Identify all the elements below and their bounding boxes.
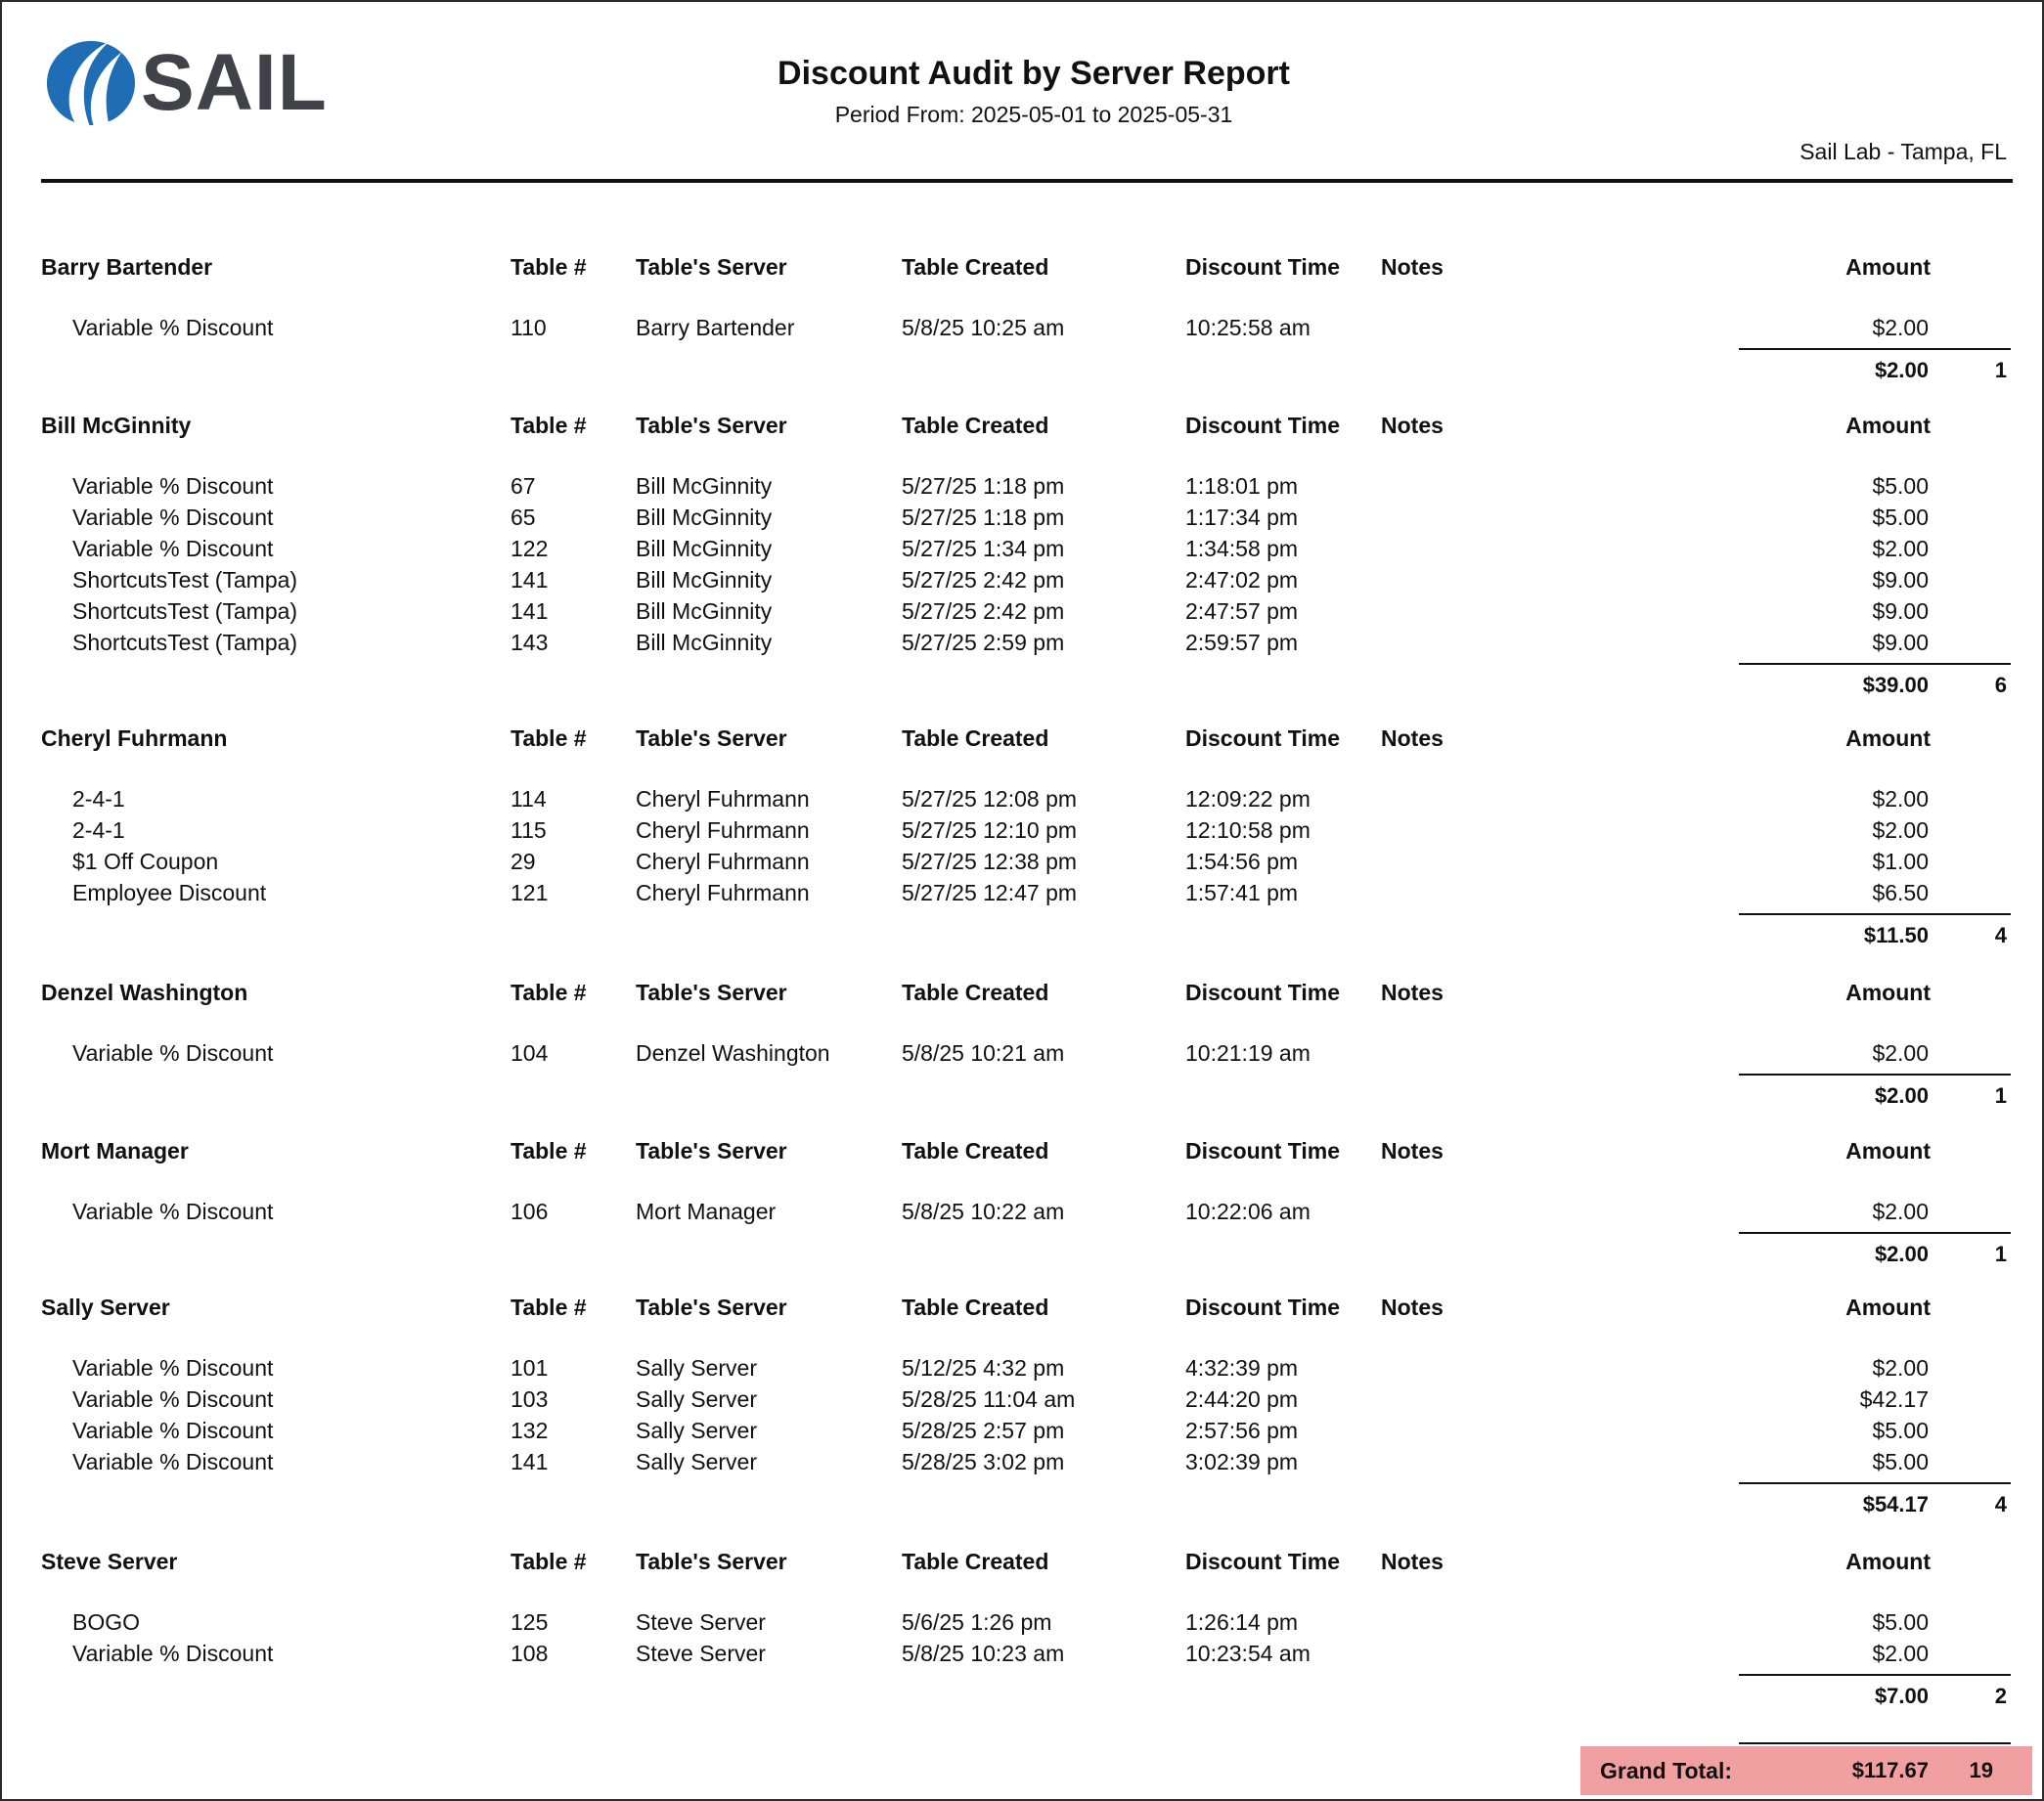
discount-time: 12:09:22 pm bbox=[1185, 786, 1311, 812]
discount-amount: $2.00 bbox=[1872, 1641, 1929, 1666]
discount-time: 1:26:14 pm bbox=[1185, 1609, 1299, 1635]
discount-name: 2-4-1 bbox=[72, 786, 125, 812]
col-header-table: Table # bbox=[511, 725, 587, 751]
discount-name: ShortcutsTest (Tampa) bbox=[72, 598, 298, 624]
table-server: Sally Server bbox=[636, 1449, 757, 1474]
col-header-notes: Notes bbox=[1381, 980, 1444, 1005]
col-header-server: Table's Server bbox=[636, 1549, 787, 1574]
discount-time: 2:47:57 pm bbox=[1185, 598, 1299, 624]
table-server: Sally Server bbox=[636, 1355, 757, 1381]
col-header-amount: Amount bbox=[1845, 1138, 1931, 1164]
table-created: 5/28/25 11:04 am bbox=[902, 1386, 1076, 1412]
discount-name: ShortcutsTest (Tampa) bbox=[72, 630, 298, 655]
col-header-time: Discount Time bbox=[1185, 980, 1341, 1005]
table-server: Mort Manager bbox=[636, 1199, 777, 1224]
discount-time: 1:34:58 pm bbox=[1185, 536, 1299, 561]
section-count: 1 bbox=[1994, 1083, 2007, 1108]
col-header-notes: Notes bbox=[1381, 1138, 1444, 1164]
table-number: 115 bbox=[511, 817, 547, 843]
report-title: Discount Audit by Server Report bbox=[778, 55, 1290, 92]
table-server: Denzel Washington bbox=[636, 1040, 830, 1066]
discount-name: Variable % Discount bbox=[72, 315, 274, 340]
subtotal-rule bbox=[1739, 1482, 2011, 1484]
table-created: 5/6/25 1:26 pm bbox=[902, 1609, 1052, 1635]
discount-time: 10:23:54 am bbox=[1185, 1641, 1311, 1666]
section-subtotal: $2.00 bbox=[1874, 1242, 1929, 1266]
table-number: 141 bbox=[511, 567, 549, 593]
table-number: 103 bbox=[511, 1386, 549, 1412]
discount-time: 10:22:06 am bbox=[1185, 1199, 1311, 1224]
section-count: 1 bbox=[1994, 1242, 2007, 1266]
col-header-table: Table # bbox=[511, 980, 587, 1005]
table-row bbox=[2, 849, 2044, 880]
col-header-notes: Notes bbox=[1381, 254, 1444, 280]
table-server: Bill McGinnity bbox=[636, 505, 773, 530]
table-row bbox=[2, 598, 2044, 630]
section-subtotal: $11.50 bbox=[1863, 923, 1929, 947]
col-header-server: Table's Server bbox=[636, 413, 787, 438]
discount-amount: $5.00 bbox=[1872, 1449, 1929, 1474]
discount-name: Variable % Discount bbox=[72, 1418, 274, 1443]
table-row bbox=[2, 505, 2044, 536]
subtotal-rule bbox=[1739, 663, 2011, 665]
table-row bbox=[2, 315, 2044, 346]
table-number: 101 bbox=[511, 1355, 549, 1381]
col-header-created: Table Created bbox=[902, 1295, 1049, 1320]
table-server: Bill McGinnity bbox=[636, 598, 773, 624]
col-header-notes: Notes bbox=[1381, 1295, 1444, 1320]
col-header-time: Discount Time bbox=[1185, 413, 1341, 438]
col-header-created: Table Created bbox=[902, 254, 1049, 280]
discount-name: Variable % Discount bbox=[72, 1641, 274, 1666]
table-row bbox=[2, 1449, 2044, 1480]
section-count: 1 bbox=[1994, 358, 2007, 382]
discount-amount: $2.00 bbox=[1872, 536, 1929, 561]
table-number: 114 bbox=[511, 786, 547, 812]
section-server-name: Sally Server bbox=[41, 1295, 170, 1320]
discount-amount: $9.00 bbox=[1872, 567, 1929, 593]
table-number: 108 bbox=[511, 1641, 549, 1666]
table-number: 29 bbox=[511, 849, 536, 874]
table-server: Bill McGinnity bbox=[636, 473, 773, 499]
col-header-table: Table # bbox=[511, 254, 587, 280]
grand-total-rule bbox=[1739, 1742, 2011, 1744]
table-created: 5/28/25 2:57 pm bbox=[902, 1418, 1065, 1443]
table-server: Barry Bartender bbox=[636, 315, 795, 340]
section-server-name: Mort Manager bbox=[41, 1138, 189, 1164]
table-row bbox=[2, 1386, 2044, 1418]
table-created: 5/27/25 12:38 pm bbox=[902, 849, 1078, 874]
col-header-table: Table # bbox=[511, 413, 587, 438]
section-count: 2 bbox=[1994, 1684, 2007, 1708]
section-subtotal: $2.00 bbox=[1874, 358, 1929, 382]
table-server: Sally Server bbox=[636, 1386, 757, 1412]
table-created: 5/27/25 12:08 pm bbox=[902, 786, 1078, 812]
table-created: 5/8/25 10:21 am bbox=[902, 1040, 1065, 1066]
discount-time: 4:32:39 pm bbox=[1185, 1355, 1299, 1381]
section-subtotal: $39.00 bbox=[1862, 673, 1929, 697]
table-number: 141 bbox=[511, 1449, 549, 1474]
discount-time: 1:18:01 pm bbox=[1185, 473, 1299, 499]
section-subtotal: $2.00 bbox=[1874, 1083, 1929, 1108]
col-header-notes: Notes bbox=[1381, 413, 1444, 438]
table-number: 122 bbox=[511, 536, 549, 561]
discount-name: ShortcutsTest (Tampa) bbox=[72, 567, 298, 593]
discount-amount: $1.00 bbox=[1872, 849, 1929, 874]
discount-amount: $2.00 bbox=[1872, 1355, 1929, 1381]
discount-name: Variable % Discount bbox=[72, 1449, 274, 1474]
section-server-name: Steve Server bbox=[41, 1549, 178, 1574]
discount-name: Employee Discount bbox=[72, 880, 267, 905]
table-row bbox=[2, 536, 2044, 567]
discount-time: 2:44:20 pm bbox=[1185, 1386, 1299, 1412]
col-header-time: Discount Time bbox=[1185, 1138, 1341, 1164]
discount-amount: $5.00 bbox=[1872, 1609, 1929, 1635]
col-header-created: Table Created bbox=[902, 1138, 1049, 1164]
col-header-amount: Amount bbox=[1845, 254, 1931, 280]
table-created: 5/8/25 10:23 am bbox=[902, 1641, 1065, 1666]
discount-amount: $9.00 bbox=[1872, 598, 1929, 624]
col-header-server: Table's Server bbox=[636, 1295, 787, 1320]
col-header-time: Discount Time bbox=[1185, 1549, 1341, 1574]
table-number: 110 bbox=[511, 315, 547, 340]
table-number: 132 bbox=[511, 1418, 549, 1443]
discount-name: Variable % Discount bbox=[72, 1355, 274, 1381]
logo-wordmark: SAIL bbox=[141, 38, 328, 127]
table-row bbox=[2, 473, 2044, 505]
table-server: Steve Server bbox=[636, 1609, 766, 1635]
discount-name: Variable % Discount bbox=[72, 505, 274, 530]
section-count: 4 bbox=[1994, 923, 2007, 947]
col-header-server: Table's Server bbox=[636, 725, 787, 751]
table-row bbox=[2, 1418, 2044, 1449]
table-created: 5/27/25 2:42 pm bbox=[902, 567, 1065, 593]
discount-name: Variable % Discount bbox=[72, 473, 274, 499]
table-number: 121 bbox=[511, 880, 549, 905]
discount-amount: $6.50 bbox=[1872, 880, 1929, 905]
subtotal-rule bbox=[1739, 1674, 2011, 1676]
discount-amount: $2.00 bbox=[1872, 817, 1929, 843]
discount-name: $1 Off Coupon bbox=[72, 849, 219, 874]
table-row bbox=[2, 630, 2044, 661]
discount-time: 2:57:56 pm bbox=[1185, 1418, 1299, 1443]
table-number: 67 bbox=[511, 473, 536, 499]
section-subtotal: $7.00 bbox=[1874, 1684, 1929, 1708]
col-header-time: Discount Time bbox=[1185, 725, 1341, 751]
table-row bbox=[2, 1355, 2044, 1386]
table-server: Cheryl Fuhrmann bbox=[636, 880, 810, 905]
table-row bbox=[2, 786, 2044, 817]
table-created: 5/27/25 1:34 pm bbox=[902, 536, 1065, 561]
discount-name: Variable % Discount bbox=[72, 1040, 274, 1066]
report-period: Period From: 2025-05-01 to 2025-05-31 bbox=[834, 102, 1233, 127]
table-row bbox=[2, 567, 2044, 598]
table-server: Bill McGinnity bbox=[636, 630, 773, 655]
col-header-time: Discount Time bbox=[1185, 1295, 1341, 1320]
discount-amount: $5.00 bbox=[1872, 473, 1929, 499]
table-number: 143 bbox=[511, 630, 549, 655]
discount-amount: $5.00 bbox=[1872, 1418, 1929, 1443]
table-row bbox=[2, 1609, 2044, 1641]
table-number: 141 bbox=[511, 598, 549, 624]
table-number: 65 bbox=[511, 505, 536, 530]
discount-time: 2:59:57 pm bbox=[1185, 630, 1299, 655]
table-created: 5/27/25 1:18 pm bbox=[902, 505, 1065, 530]
table-row bbox=[2, 1199, 2044, 1230]
col-header-table: Table # bbox=[511, 1138, 587, 1164]
grand-total-amount: $117.67 bbox=[1851, 1758, 1929, 1782]
col-header-amount: Amount bbox=[1845, 1549, 1931, 1574]
subtotal-rule bbox=[1739, 913, 2011, 915]
section-server-name: Cheryl Fuhrmann bbox=[41, 725, 228, 751]
col-header-notes: Notes bbox=[1381, 725, 1444, 751]
subtotal-rule bbox=[1739, 1074, 2011, 1076]
col-header-notes: Notes bbox=[1381, 1549, 1444, 1574]
col-header-server: Table's Server bbox=[636, 254, 787, 280]
subtotal-rule bbox=[1739, 348, 2011, 350]
discount-time: 10:21:19 am bbox=[1185, 1040, 1311, 1066]
col-header-amount: Amount bbox=[1845, 413, 1931, 438]
col-header-created: Table Created bbox=[902, 413, 1049, 438]
section-server-name: Bill McGinnity bbox=[41, 413, 192, 438]
table-server: Bill McGinnity bbox=[636, 536, 773, 561]
table-created: 5/28/25 3:02 pm bbox=[902, 1449, 1065, 1474]
discount-time: 1:57:41 pm bbox=[1185, 880, 1299, 905]
section-server-name: Barry Bartender bbox=[41, 254, 213, 280]
section-subtotal: $54.17 bbox=[1862, 1492, 1929, 1516]
discount-amount: $42.17 bbox=[1859, 1386, 1929, 1412]
col-header-time: Discount Time bbox=[1185, 254, 1341, 280]
col-header-amount: Amount bbox=[1845, 725, 1931, 751]
discount-name: Variable % Discount bbox=[72, 536, 274, 561]
section-count: 6 bbox=[1994, 673, 2007, 697]
section-count: 4 bbox=[1994, 1492, 2007, 1516]
table-created: 5/27/25 1:18 pm bbox=[902, 473, 1065, 499]
col-header-amount: Amount bbox=[1845, 980, 1931, 1005]
table-created: 5/12/25 4:32 pm bbox=[902, 1355, 1065, 1381]
table-server: Bill McGinnity bbox=[636, 567, 773, 593]
col-header-server: Table's Server bbox=[636, 980, 787, 1005]
table-row bbox=[2, 880, 2044, 911]
table-created: 5/8/25 10:25 am bbox=[902, 315, 1065, 340]
discount-amount: $5.00 bbox=[1872, 505, 1929, 530]
grand-total-row bbox=[1580, 1746, 2032, 1795]
discount-name: Variable % Discount bbox=[72, 1199, 274, 1224]
discount-time: 2:47:02 pm bbox=[1185, 567, 1299, 593]
col-header-amount: Amount bbox=[1845, 1295, 1931, 1320]
table-server: Sally Server bbox=[636, 1418, 757, 1443]
discount-name: BOGO bbox=[72, 1609, 141, 1635]
col-header-created: Table Created bbox=[902, 980, 1049, 1005]
col-header-table: Table # bbox=[511, 1549, 587, 1574]
table-created: 5/8/25 10:22 am bbox=[902, 1199, 1065, 1224]
table-created: 5/27/25 12:47 pm bbox=[902, 880, 1078, 905]
table-created: 5/27/25 2:59 pm bbox=[902, 630, 1065, 655]
table-server: Cheryl Fuhrmann bbox=[636, 786, 810, 812]
discount-time: 10:25:58 am bbox=[1185, 315, 1311, 340]
col-header-created: Table Created bbox=[902, 725, 1049, 751]
table-number: 104 bbox=[511, 1040, 549, 1066]
table-row bbox=[2, 1641, 2044, 1672]
discount-time: 3:02:39 pm bbox=[1185, 1449, 1299, 1474]
grand-total-label: Grand Total: bbox=[1600, 1758, 1733, 1783]
discount-amount: $9.00 bbox=[1872, 630, 1929, 655]
col-header-created: Table Created bbox=[902, 1549, 1049, 1574]
section-server-name: Denzel Washington bbox=[41, 980, 248, 1005]
discount-amount: $2.00 bbox=[1872, 315, 1929, 340]
table-server: Steve Server bbox=[636, 1641, 766, 1666]
discount-time: 12:10:58 pm bbox=[1185, 817, 1311, 843]
table-created: 5/27/25 2:42 pm bbox=[902, 598, 1065, 624]
discount-name: Variable % Discount bbox=[72, 1386, 274, 1412]
discount-name: 2-4-1 bbox=[72, 817, 125, 843]
col-header-server: Table's Server bbox=[636, 1138, 787, 1164]
table-number: 125 bbox=[511, 1609, 549, 1635]
discount-amount: $2.00 bbox=[1872, 1040, 1929, 1066]
discount-time: 1:17:34 pm bbox=[1185, 505, 1299, 530]
table-row bbox=[2, 1040, 2044, 1072]
discount-amount: $2.00 bbox=[1872, 786, 1929, 812]
table-server: Cheryl Fuhrmann bbox=[636, 849, 810, 874]
subtotal-rule bbox=[1739, 1232, 2011, 1234]
table-created: 5/27/25 12:10 pm bbox=[902, 817, 1078, 843]
discount-amount: $2.00 bbox=[1872, 1199, 1929, 1224]
table-row bbox=[2, 817, 2044, 849]
header-divider bbox=[41, 179, 2013, 183]
table-number: 106 bbox=[511, 1199, 549, 1224]
col-header-table: Table # bbox=[511, 1295, 587, 1320]
discount-time: 1:54:56 pm bbox=[1185, 849, 1299, 874]
table-server: Cheryl Fuhrmann bbox=[636, 817, 810, 843]
grand-total-count: 19 bbox=[1969, 1758, 1993, 1782]
report-location: Sail Lab - Tampa, FL bbox=[1800, 139, 2007, 164]
